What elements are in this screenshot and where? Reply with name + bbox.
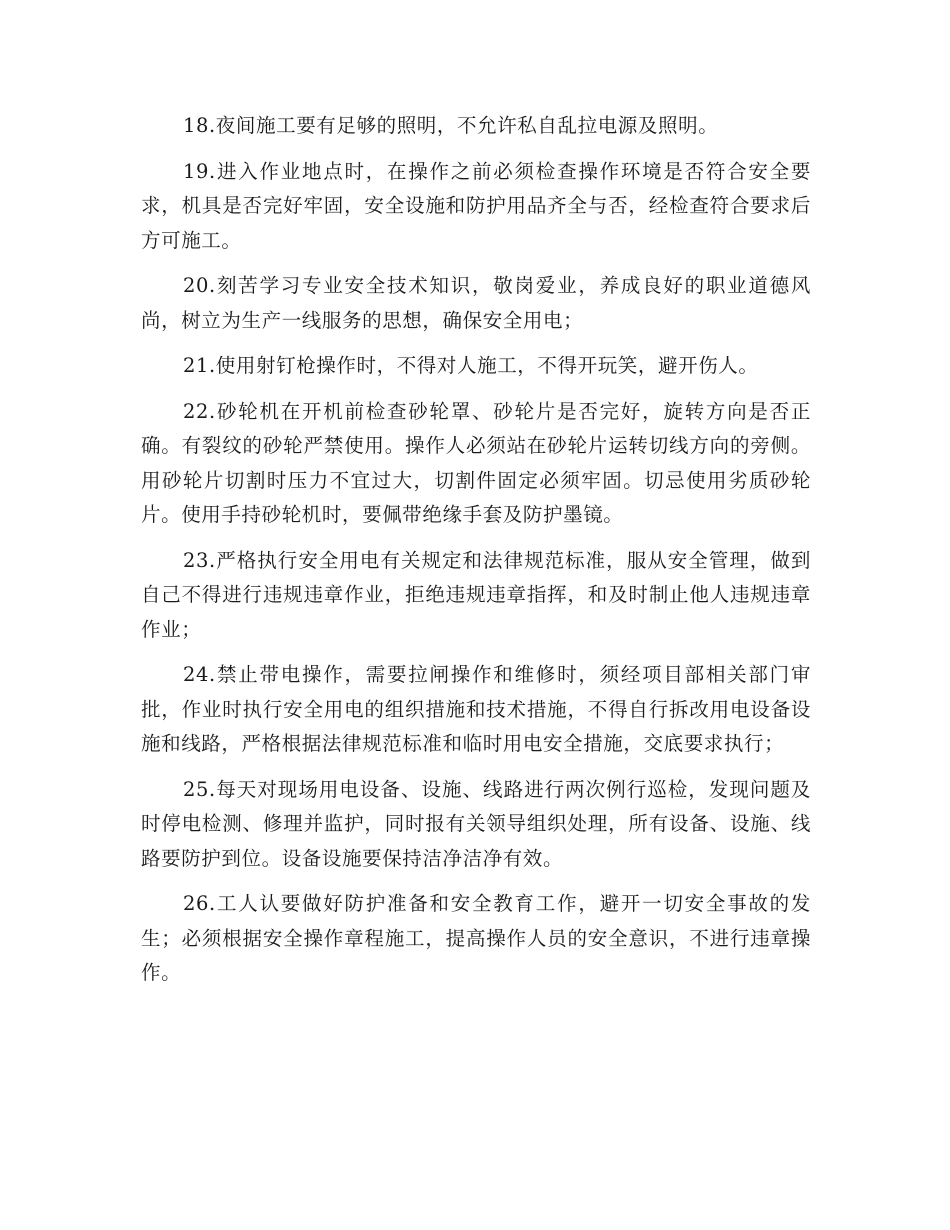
paragraph-20: 20.刻苦学习专业安全技术知识，敬岗爱业，养成良好的职业道德风尚，树立为生产一线服务的思想，确保安全用电； bbox=[141, 274, 811, 332]
document-body bbox=[141, 109, 811, 1002]
paragraph-19: 19.进入作业地点时，在操作之前必须检查操作环境是否符合安全要求，机具是否完好牢固，安全设施和防护用品齐全与否，经检查符合要求后方可施工。 bbox=[141, 159, 811, 252]
paragraph-25: 25.每天对现场用电设备、设施、线路进行两次例行巡检，发现问题及时停电检测、修理并监护，同时报有关领导组织处理，所有设备、设施、线路要防护到位。设备设施要保持洁净洁净有效。 bbox=[141, 777, 811, 870]
paragraph-24: 24.禁止带电操作，需要拉闸操作和维修时，须经项目部相关部门审批，作业时执行安全用电的组织措施和技术措施，不得自行拆改用电设备设施和线路，严格根据法律规范标准和临时用电安全措施，交底要求执行； bbox=[141, 663, 811, 755]
paragraph-26: 26.工人认要做好防护准备和安全教育工作，避开一切安全事故的发生；必须根据安全操作章程施工，提高操作人员的安全意识，不进行违章操作。 bbox=[141, 892, 811, 984]
paragraph-18: 18.夜间施工要有足够的照明，不允许私自乱拉电源及照明。 bbox=[183, 114, 719, 137]
paragraph-21: 21.使用射钉枪操作时，不得对人施工，不得开玩笑，避开伤人。 bbox=[183, 354, 759, 377]
paragraph-22: 22.砂轮机在开机前检查砂轮罩、砂轮片是否完好，旋转方向是否正确。有裂纹的砂轮严禁使用。操作人必须站在砂轮片运转切线方向的旁侧。用砂轮片切割时压力不宜过大，切割件固定必须牢固。切忌使用劣质砂轮片。使用手持砂轮机时，要佩带绝缘手套及防护墨镜。 bbox=[141, 399, 811, 526]
paragraph-23: 23.严格执行安全用电有关规定和法律规范标准，服从安全管理，做到自己不得进行违规违章作业，拒绝违规违章指挥，和及时制止他人违规违章作业； bbox=[141, 548, 811, 641]
